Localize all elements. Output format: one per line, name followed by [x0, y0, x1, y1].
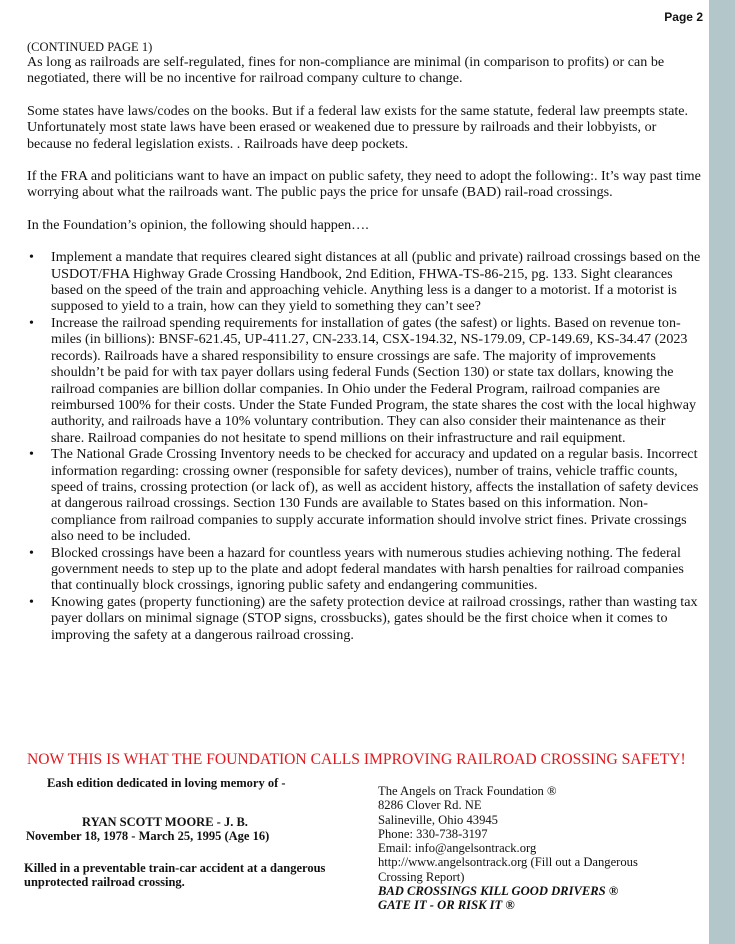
bullet-icon: • — [29, 314, 34, 331]
website-line[interactable]: http://www.angelsontrack.org (Fill out a Dangerous Crossing Report) — [378, 855, 638, 884]
list-item-text: Knowing gates (property functioning) are the safety protection device at railroad crossings, rather than wasting tax payer dollars on minimal signage (STOP signs, crossbucks), gates should be the first choice when it comes to improving the safety at a dangerous railroad crossing. — [51, 593, 698, 643]
street-address: 8286 Clover Rd. NE — [378, 798, 482, 813]
paragraph: Some states have laws/codes on the books. But if a federal law exists for the same statute, federal law preempts state. Unfortunately most state laws have been erased or weakened due to pressure by railroads and their lobbyists, or because no federal legislation exists. . Railroads have deep pockets. — [27, 102, 689, 152]
list-item-text: The National Grade Crossing Inventory needs to be checked for accuracy and updated on a regular basis. Incorrect information regarding: crossing owner (responsible for safety devices), number of trains, vehicle traffic counts, speed of trains, crossing protection (or lack of), as well as accident history, affects the installation of safety devices at dangerous railroad crossings. Section 130 Funds are available to States based on this information. Non-compliance from railroad companies to supply accurate information should involve strict fines. Private crossings also need to be included. — [51, 446, 699, 545]
contact-block — [378, 784, 678, 913]
list-item — [27, 446, 702, 544]
memorial-block — [24, 776, 354, 889]
org-name: The Angels on Track Foundation ® — [378, 784, 557, 798]
safety-headline: NOW THIS IS WHAT THE FOUNDATION CALLS IMPROVING RAILROAD CROSSING SAFETY! — [27, 751, 686, 768]
paragraph: As long as railroads are self-regulated, fines for non-compliance are minimal (in comparison to profits) or can be negotiated, there will be no incentive for railroad company culture to change. — [27, 54, 665, 87]
bullet-icon: • — [29, 446, 34, 463]
page-number: Page 2 — [664, 10, 703, 24]
right-margin-strip — [709, 0, 735, 944]
email-line[interactable]: Email: info@angelsontrack.org — [378, 841, 537, 856]
memorial-name: RYAN SCOTT MOORE - J. B. — [82, 815, 248, 829]
bullet-icon: • — [29, 593, 34, 610]
list-item — [27, 315, 702, 446]
phone-line: Phone: 330-738-3197 — [378, 826, 488, 841]
list-item — [27, 249, 702, 315]
city-address: Salineville, Ohio 43945 — [378, 812, 498, 827]
memorial-note: Killed in a preventable train-car accident at a dangerous unprotected railroad crossing. — [24, 861, 326, 889]
slogan-line: GATE IT - OR RISK IT ® — [378, 898, 515, 913]
continued-label: (CONTINUED PAGE 1) — [27, 40, 153, 54]
list-item-text: Increase the railroad spending requirements for installation of gates (the safest) or lights. Based on revenue ton-miles (in billions): BNSF-621.45, UP-411.27, CN-233.14, CSX-194.32, NS-179.09, CP-149.69, KS-34.47 (2023 records). Railroads have a shared responsibility to ensure crossings are safe. The majority of improvements shouldn’t be paid for with tax payer dollars using federal Funds (Section 130) or state tax dollars, knowing the railroad companies are billion dollar companies. In Ohio under the Federal Program, railroad companies are reimbursed 100% for their costs. Under the State Funded Program, the state shares the cost with the local highway authority, and railroads have a 10% voluntary contribution. They can also consider their maintenance as their share. Railroad companies do not hesitate to spend millions on their infrastructure and rail equipment. — [51, 314, 697, 446]
list-item — [27, 594, 702, 643]
paragraph: If the FRA and politicians want to have an impact on public safety, they need to adopt the following:. It’s way past time worrying about what the railroads want. The public pays the price for unsafe (BAD) rail-road crossings. — [27, 168, 701, 201]
memorial-dates: November 18, 1978 - March 25, 1995 (Age 16) — [26, 829, 270, 843]
list-item-text: Implement a mandate that requires cleared sight distances at all (public and private) railroad crossings based on the USDOT/FHA Highway Grade Crossing Handbook, 2nd Edition, FHWA-TS-86-215, pg. 133. Sight clearances based on the speed of the train and approaching vehicle. Anything less is a danger to a motorist. If a motorist is supposed to yield to a train, how can they yield to something they can’t see? — [51, 249, 701, 315]
bullet-icon: • — [29, 249, 34, 266]
dedication-line: Eash edition dedicated in loving memory of - — [47, 776, 286, 790]
list-item — [27, 545, 702, 594]
paragraph: In the Foundation’s opinion, the following should happen…. — [27, 216, 369, 233]
recommendations-list — [27, 249, 702, 643]
bullet-icon: • — [29, 544, 34, 561]
list-item-text: Blocked crossings have been a hazard for countless years with numerous studies achieving nothing. The federal government needs to step up to the plate and adopt federal mandates with harsh penalties for railroad companies that continually block crossings, ignoring public safety and endangering communities. — [51, 544, 684, 594]
slogan-line: BAD CROSSINGS KILL GOOD DRIVERS ® — [378, 884, 619, 899]
article-body — [27, 40, 702, 643]
